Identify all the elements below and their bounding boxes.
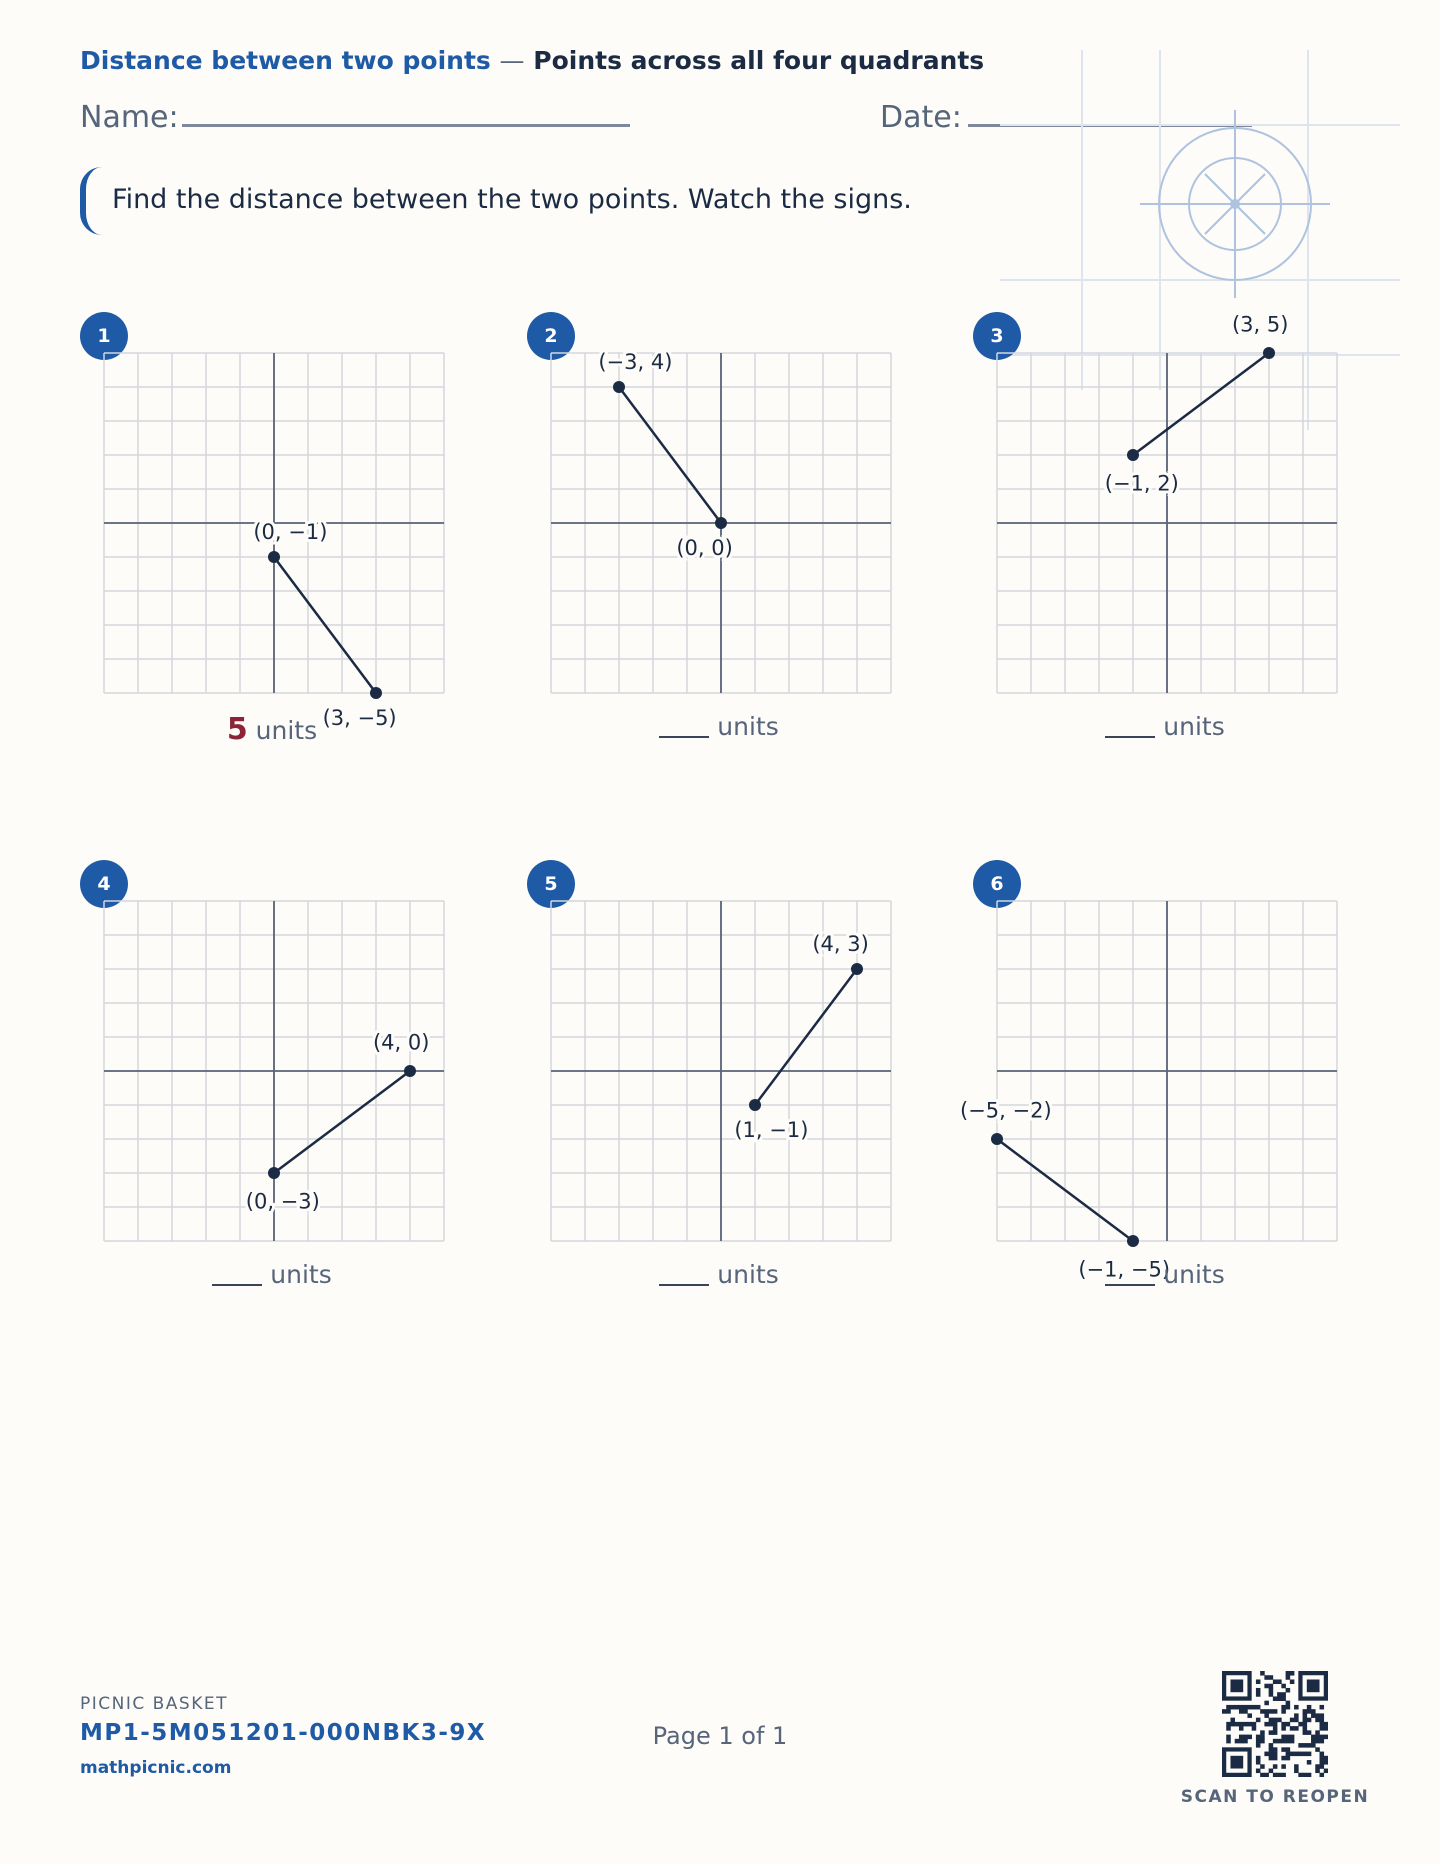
- brand-name: PICNIC BASKET: [80, 1694, 228, 1714]
- problem-number-badge: 2: [527, 312, 575, 360]
- title-separator: —: [499, 46, 525, 75]
- instruction-text: Find the distance between the two points. Watch the signs.: [112, 184, 912, 215]
- point-a-label: (4, 3): [812, 932, 869, 957]
- point-a-dot: [851, 963, 863, 975]
- page-number: Page 1 of 1: [652, 1722, 788, 1750]
- title-sub: Points across all four quadrants: [533, 46, 985, 75]
- answer-unit: units: [270, 1260, 332, 1289]
- problem-number-badge: 1: [80, 312, 128, 360]
- point-a-dot: [1263, 347, 1275, 359]
- problem-number-badge: 3: [973, 312, 1021, 360]
- point-a-label: (−3, 4): [598, 350, 673, 375]
- coordinate-grid-4: [80, 888, 460, 1268]
- answer-blank[interactable]: [1105, 736, 1155, 738]
- coordinate-grid-2: [527, 340, 907, 720]
- scan-caption: SCAN TO REOPEN: [1180, 1787, 1370, 1807]
- problem-number-badge: 4: [80, 860, 128, 908]
- date-label: Date:: [880, 100, 962, 135]
- point-a-dot: [268, 551, 280, 563]
- point-b-dot: [1127, 1235, 1139, 1247]
- instruction-bracket: [80, 167, 104, 235]
- answer-unit: units: [255, 716, 318, 745]
- point-b-dot: [1127, 449, 1139, 461]
- problem-number-badge: 6: [973, 860, 1021, 908]
- problem-number-badge: 5: [527, 860, 575, 908]
- answer-value: 5: [226, 712, 248, 747]
- name-line[interactable]: [182, 124, 630, 127]
- qr-code-icon[interactable]: [1222, 1671, 1328, 1777]
- point-b-label: (−1, 2): [1104, 471, 1179, 496]
- point-b-label: (−1, −5): [1078, 1257, 1171, 1282]
- point-b-label: (0, −3): [245, 1189, 320, 1214]
- answer-unit: units: [717, 1260, 779, 1289]
- point-b-label: (1, −1): [734, 1117, 809, 1142]
- instruction-box: [80, 167, 1060, 237]
- point-a-label: (−5, −2): [959, 1098, 1052, 1123]
- point-a-dot: [613, 381, 625, 393]
- point-a-label: (0, −1): [253, 520, 328, 545]
- answer-unit: units: [1163, 1260, 1225, 1289]
- answer-blank[interactable]: [212, 1284, 262, 1286]
- point-a-label: (4, 0): [372, 1030, 430, 1055]
- worksheet-title: [80, 46, 984, 75]
- worksheet-code: MP1-5M051201-000NBK3-9X: [80, 1720, 487, 1746]
- answer-3[interactable]: [985, 712, 1345, 741]
- answer-2[interactable]: [539, 712, 899, 741]
- point-a-dot: [991, 1133, 1003, 1145]
- coordinate-grid-5: [527, 888, 907, 1268]
- point-a-label: (3, 5): [1231, 312, 1289, 337]
- answer-unit: units: [717, 712, 779, 741]
- title-main: Distance between two points: [80, 46, 491, 75]
- coordinate-grid-3: [973, 312, 1353, 720]
- answer-unit: units: [1163, 712, 1225, 741]
- answer-blank[interactable]: [659, 1284, 709, 1286]
- answer-blank[interactable]: [659, 736, 709, 738]
- point-b-dot: [715, 517, 727, 529]
- name-label: Name:: [80, 100, 179, 135]
- answer-1[interactable]: [92, 712, 452, 747]
- point-b-label: (0, 0): [676, 535, 733, 560]
- answer-4[interactable]: [92, 1260, 452, 1289]
- point-b-dot: [268, 1167, 280, 1179]
- answer-5[interactable]: [539, 1260, 899, 1289]
- coordinate-grid-1: [80, 340, 460, 730]
- answer-6[interactable]: [985, 1260, 1345, 1289]
- point-b-label: (3, −5): [322, 705, 397, 730]
- point-a-dot: [404, 1065, 416, 1077]
- point-b-dot: [370, 687, 382, 699]
- site-link[interactable]: mathpicnic.com: [80, 1758, 232, 1778]
- answer-blank[interactable]: [1105, 1284, 1155, 1286]
- point-b-dot: [749, 1099, 761, 1111]
